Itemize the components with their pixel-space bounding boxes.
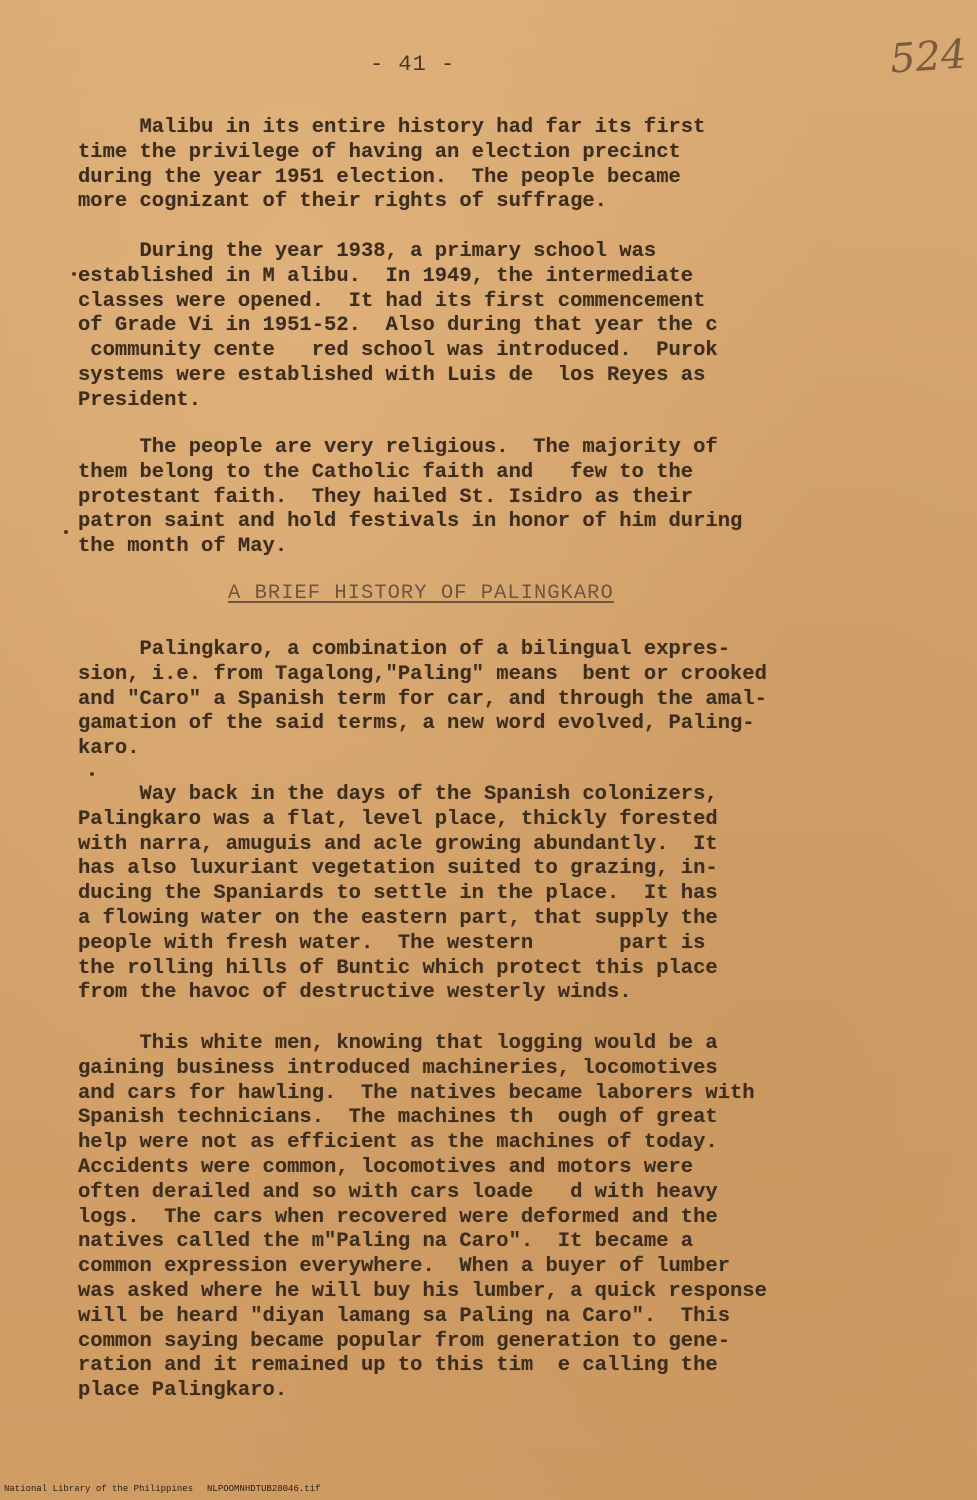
page-number: - 41 - [370, 52, 456, 77]
margin-ink-dot [90, 772, 94, 776]
paragraph-logging-history: This white men, knowing that logging would be a gaining business introduced machineries, locomotives and cars for hawling. The natives became laborers with Spanish technicians. The machines th ough of great help were not as efficient as the machines of today. Accidents were common, locomotives and motors were often derailed and so with cars loade d with heavy logs. The cars when recovered were deformed and the natives called the m"Paling na Caro". It became a common expression everywhere. When a buyer of lumber was asked where he will buy his lumber, a quick response will be heard "diyan lamang sa Paling na Caro". This common saying became popular from generation to gene- ration and it remained up to this tim e calling the place Palingkaro. [78, 1032, 767, 1403]
paragraph-geography: Way back in the days of the Spanish colonizers, Palingkaro was a flat, level place, thickly forested with narra, amuguis and acle growing abundantly. It has also luxuriant vegetation suited to grazing, in- ducing the Spaniards to settle in the place. It has a flowing water on the eastern part, that supply the people with fresh water. The western part is the rolling hills of Buntic which protect this place from the havoc of destructive westerly winds. [78, 783, 718, 1005]
paragraph-election-precinct: Malibu in its entire history had far its first time the privilege of having an election precinct during the year 1951 election. The people became more cognizant of their rights of suffrage. [78, 116, 706, 214]
section-title: A BRIEF HISTORY OF PALINGKARO [228, 582, 614, 605]
paragraph-name-origin: Palingkaro, a combination of a bilingual expres- sion, i.e. from Tagalong,"Paling" means bent or crooked and "Caro" a Spanish term for car, and through the amal- gamation of the said terms, a new word evolved, Paling- karo. [78, 638, 767, 761]
scan-footer [4, 1484, 334, 1494]
footer-file-name: NLPOOMNHDTUB28046.tif [207, 1484, 321, 1494]
paragraph-school-history: During the year 1938, a primary school was established in M alibu. In 1949, the intermediate classes were opened. It had its first commencement of Grade Vi in 1951-52. Also during that year the c community cente red school was introduced. Purok systems were established with Luis de los Reyes as President. [78, 240, 718, 412]
handwritten-archive-number: 524 [888, 31, 968, 83]
paragraph-religion: The people are very religious. The majority of them belong to the Catholic faith and few to the protestant faith. They hailed St. Isidro as their patron saint and hold festivals in honor of him during the month of May. [78, 436, 743, 559]
footer-library-name: National Library of the Philippines [4, 1484, 194, 1494]
margin-ink-dot [64, 530, 68, 534]
margin-ink-dot [72, 272, 76, 276]
